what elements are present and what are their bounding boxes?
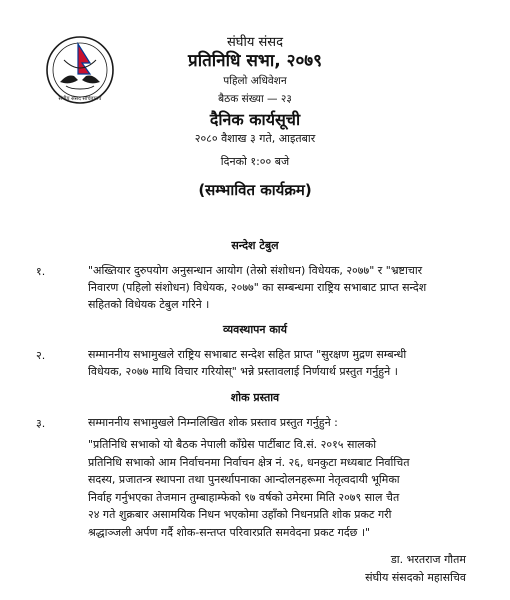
section-title-message-table: सन्देश टेबुल bbox=[231, 239, 279, 252]
date-line: २०८० वैशाख ३ गते, आइतबार bbox=[194, 132, 316, 145]
house-title: प्रतिनिधि सभा, २०७९ bbox=[188, 51, 322, 71]
signatory-title: संघीय संसदको महासचिव bbox=[365, 571, 466, 584]
section-title-condolence: शोक प्रस्ताव bbox=[230, 391, 280, 404]
item-text: सम्माननीय सभामुखले निम्नलिखित शोक प्रस्ताव प्रस्तुत गर्नुहुने : bbox=[88, 416, 338, 429]
item-number: १. bbox=[36, 265, 46, 278]
meeting-number: बैठक संख्या — २३ bbox=[218, 93, 292, 105]
item-text: "अख्तियार दुरुपयोग अनुसन्धान आयोग (तेस्रो संशोधन) विधेयक, २०७७" र "भ्रष्टाचार निवारण (पहिलो संशोधन) विधेयक, २०७७" का सम्बन्धमा राष्ट्रिय सभाबाट प्राप्त सन्देश सहितको विधेयक टेबुल गरिने । bbox=[88, 264, 427, 311]
item-text: सम्माननीय सभामुखले राष्ट्रिय सभाबाट सन्देश सहित प्राप्त "सुरक्षण मुद्रण सम्बन्धी विधेयक, २०७७ माथि विचार गरियोस्" भन्ने प्रस्तावलाई निर्णयार्थ प्रस्तुत गर्नुहुने । bbox=[88, 348, 407, 378]
time-line: दिनको १:०० बजे bbox=[220, 155, 290, 168]
condolence-quote: "प्रतिनिधि सभाको यो बैठक नेपाली काँग्रेस पार्टीबाट वि.सं. २०१५ सालको प्रतिनिधि सभाको आम निर्वाचनमा निर्वाचन क्षेत्र नं. २६, धनकुटा मध्यबाट निर्वाचित सदस्य, प्रजातन्त्र स्थापना तथा पुनर्स्थापनाका आन्दोलनहरूमा नेतृत्वदायी भूमिका निर्वाह गर्नुभएका तेजमान तुम्बाहाम्फेको ९७ वर्षको उमेरमा मिति २०७९ साल चैत २४ गते शुक्रबार असामयिक निधन भएकोमा उहाँको निधनप्रति शोक प्रकट गरी श्रद्धाञ्जली अर्पण गर्दै शोक-सन्तप्त परिवारप्रति समवेदना प्रकट गर्दछ ।" bbox=[88, 438, 410, 539]
svg-text:संघीय संसद सचिवालय: संघीय संसद सचिवालय bbox=[58, 96, 102, 102]
program-heading: (सम्भावित कार्यक्रम) bbox=[198, 181, 312, 199]
document-title: दैनिक कार्यसूची bbox=[209, 110, 301, 129]
session-label: पहिलो अधिवेशन bbox=[223, 75, 287, 87]
signatory-name: डा. भरतराज गौतम bbox=[390, 553, 466, 566]
section-title-legislative-business: व्यवस्थापन कार्य bbox=[222, 323, 288, 336]
org-name: संघीय संसद bbox=[227, 35, 283, 50]
item-number: ३. bbox=[36, 417, 46, 430]
item-number: २. bbox=[36, 349, 46, 362]
